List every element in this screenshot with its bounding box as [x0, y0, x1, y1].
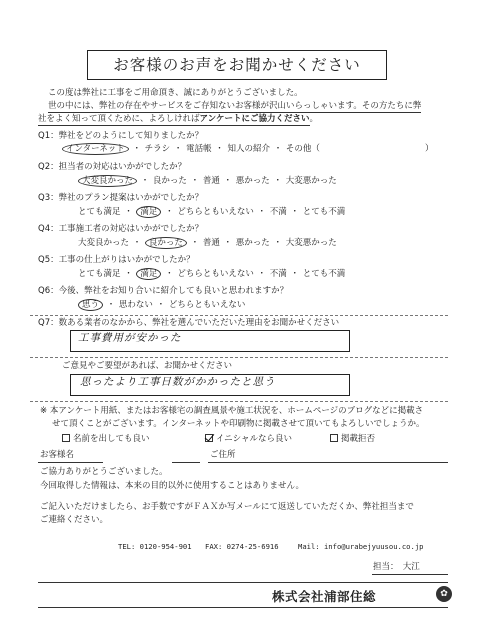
publish-option-name[interactable] — [62, 434, 150, 444]
address-label: ご住所 — [210, 450, 236, 460]
intro-line-3 — [38, 114, 318, 124]
intro-line-3b: アンケートにご協力ください — [199, 114, 310, 124]
q5-option-dissatisfied[interactable]: 不満 — [269, 269, 287, 279]
q2-option-very-bad[interactable]: 大変悪かった — [285, 176, 337, 186]
contact-mail: Mail: info@urabejyuusou.co.jp — [298, 542, 424, 551]
q4-option-bad[interactable]: 悪かった — [235, 238, 270, 248]
customer-name-line[interactable] — [172, 462, 200, 463]
divider-q7 — [30, 315, 448, 316]
question-6-label: Q6：今後、弊社をお知り合いに紹介しても良いと思われますか？ — [38, 286, 289, 296]
intro-line-2: 世の中には、弊社の存在やサービスをご存知ないお客様が沢山いらっしゃいます。その方たちに弊 — [48, 101, 421, 113]
q5-option-very-satisfied[interactable]: とても満足 — [78, 269, 121, 279]
q4-option-very-good[interactable]: 大変良かった — [78, 238, 130, 248]
q6-option-no[interactable]: 思わない — [118, 300, 153, 310]
question-1-options: インターネット ・ チラシ ・ 電話帳 ・ 知人の紹介 ・ その他（ — [62, 144, 320, 154]
q3-option-very-dissatisfied[interactable]: とても不満 — [302, 207, 346, 217]
footer-rule-top — [38, 582, 448, 583]
q1-option-phonebook[interactable]: 電話帳 — [186, 144, 212, 154]
q3-option-satisfied[interactable]: 満足 — [136, 206, 161, 218]
contact-tel: TEL: 0120-954-901 — [118, 542, 192, 551]
question-3-options: とても満足 ・ 満足 ・ どちらともいえない ・ 不満 ・ とても不満 — [78, 207, 346, 217]
q2-option-normal[interactable]: 普通 — [202, 176, 220, 186]
publish-option-initial[interactable] — [205, 434, 292, 444]
q1-option-referral[interactable]: 知人の紹介 — [227, 144, 271, 154]
q2-option-good[interactable]: 良かった — [152, 176, 187, 186]
question-5-label: Q5：工事の仕上がりはいかがでしたか？ — [38, 255, 195, 265]
closing-line-3: ご記入いただけましたら、お手数ですがＦＡＸか写メールにて返送していただくか、弊社担当まで — [40, 502, 414, 512]
question-6-options: 思う ・ 思わない ・ どちらともいえない — [78, 300, 245, 310]
publish-name-checkbox[interactable] — [62, 434, 70, 442]
staff-label: 担当： 大江 — [373, 562, 420, 572]
q5-option-satisfied[interactable]: 満足 — [136, 268, 161, 280]
question-5-options: とても満足 ・ 満足 ・ どちらともいえない ・ 不満 ・ とても不満 — [78, 269, 346, 279]
q3-option-very-satisfied[interactable]: とても満足 — [78, 207, 121, 217]
question-7-label: Q7：数ある業者のなかから、弊社を選んでいただいた理由をお聞かせください — [38, 318, 340, 328]
opinion-label: ご意見やご要望があれば、お聞かせください — [62, 361, 233, 371]
question-2-options: 大変良かった ・ 良かった ・ 普通 ・ 悪かった ・ 大変悪かった — [78, 176, 337, 186]
q5-option-very-dissatisfied[interactable]: とても不満 — [302, 269, 346, 279]
notice-line-1: ※ 本アンケート用紙、またはお客様宅の調査風景や施工状況を、ホームページのブログなどに掲載さ — [40, 406, 424, 416]
q4-option-good[interactable]: 良かった — [145, 237, 187, 249]
divider-notice — [30, 401, 448, 402]
address-line[interactable] — [208, 462, 448, 463]
notice-line-2: せて頂くことがございます。インターネットや印刷物に掲載させて頂いてもよろしいでしょうか。 — [52, 419, 425, 429]
question-3-label: Q3：弊社のプラン提案はいかがでしたか？ — [38, 193, 204, 203]
intro-line-3c: 。 — [309, 114, 319, 124]
contact-fax: FAX: 0274-25-6916 — [205, 542, 279, 551]
q6-option-yes[interactable]: 思う — [78, 299, 103, 311]
footer-rule-bottom — [38, 607, 448, 608]
opinion-handwritten-answer: 思ったより工事日数がかかったと思う — [80, 376, 276, 388]
closing-line-1: ご協力ありがとうございました。 — [40, 467, 168, 477]
closing-line-4: ご連絡ください。 — [40, 515, 109, 525]
q2-option-bad[interactable]: 悪かった — [235, 176, 270, 186]
publish-name-label: 名前を出しても良い — [73, 434, 150, 444]
q1-option-flyer[interactable]: チラシ — [144, 144, 171, 154]
publish-refuse-checkbox[interactable] — [330, 434, 338, 442]
publish-initial-label: イニシャルなら良い — [216, 434, 292, 444]
divider-opinion — [30, 357, 448, 358]
q1-option-internet[interactable]: インターネット — [62, 143, 129, 155]
company-logo-icon: ✿ — [436, 586, 452, 602]
q3-option-dissatisfied[interactable]: 不満 — [269, 207, 287, 217]
q3-option-neutral[interactable]: どちらともいえない — [177, 207, 254, 217]
q5-option-neutral[interactable]: どちらともいえない — [177, 269, 254, 279]
question-4-label: Q4：工事施工者の対応はいかがでしたか？ — [38, 224, 204, 234]
q4-option-very-bad[interactable]: 大変悪かった — [285, 238, 337, 248]
publish-initial-checkbox[interactable] — [205, 434, 213, 442]
customer-name-underline-label — [38, 462, 103, 463]
publish-refuse-label: 掲載拒否 — [341, 434, 376, 444]
staff-underline — [372, 574, 448, 575]
company-name: 株式会社浦部住総 — [272, 589, 377, 604]
q7-handwritten-answer: 工事費用が安かった — [78, 332, 182, 344]
q4-option-normal[interactable]: 普通 — [202, 238, 220, 248]
title-box — [87, 50, 387, 80]
question-4-options: 大変良かった ・ 良かった ・ 普通 ・ 悪かった ・ 大変悪かった — [78, 238, 337, 248]
q2-option-very-good[interactable]: 大変良かった — [78, 175, 137, 187]
intro-line-3a: 社をよく知って頂くために、よろしければ — [38, 114, 200, 124]
q6-option-neutral[interactable]: どちらともいえない — [168, 300, 246, 310]
q1-option-other[interactable]: その他（ — [285, 144, 320, 154]
intro-line-1: この度は弊社に工事をご用命頂き、誠にありがとうございました。 — [48, 88, 303, 98]
closing-line-2: 今回取得した情報は、本来の目的以外に使用することはありません。 — [40, 481, 305, 491]
page-title: お客様のお声をお聞かせください — [113, 55, 361, 74]
customer-name-label: お客様名 — [40, 450, 75, 460]
question-2-label: Q2：担当者の対応はいかがでしたか？ — [38, 162, 187, 172]
publish-option-refuse[interactable] — [330, 434, 375, 444]
question-1-label: Q1：弊社をどのようにして知りましたか？ — [38, 131, 204, 141]
q1-other-close: ） — [425, 144, 434, 154]
